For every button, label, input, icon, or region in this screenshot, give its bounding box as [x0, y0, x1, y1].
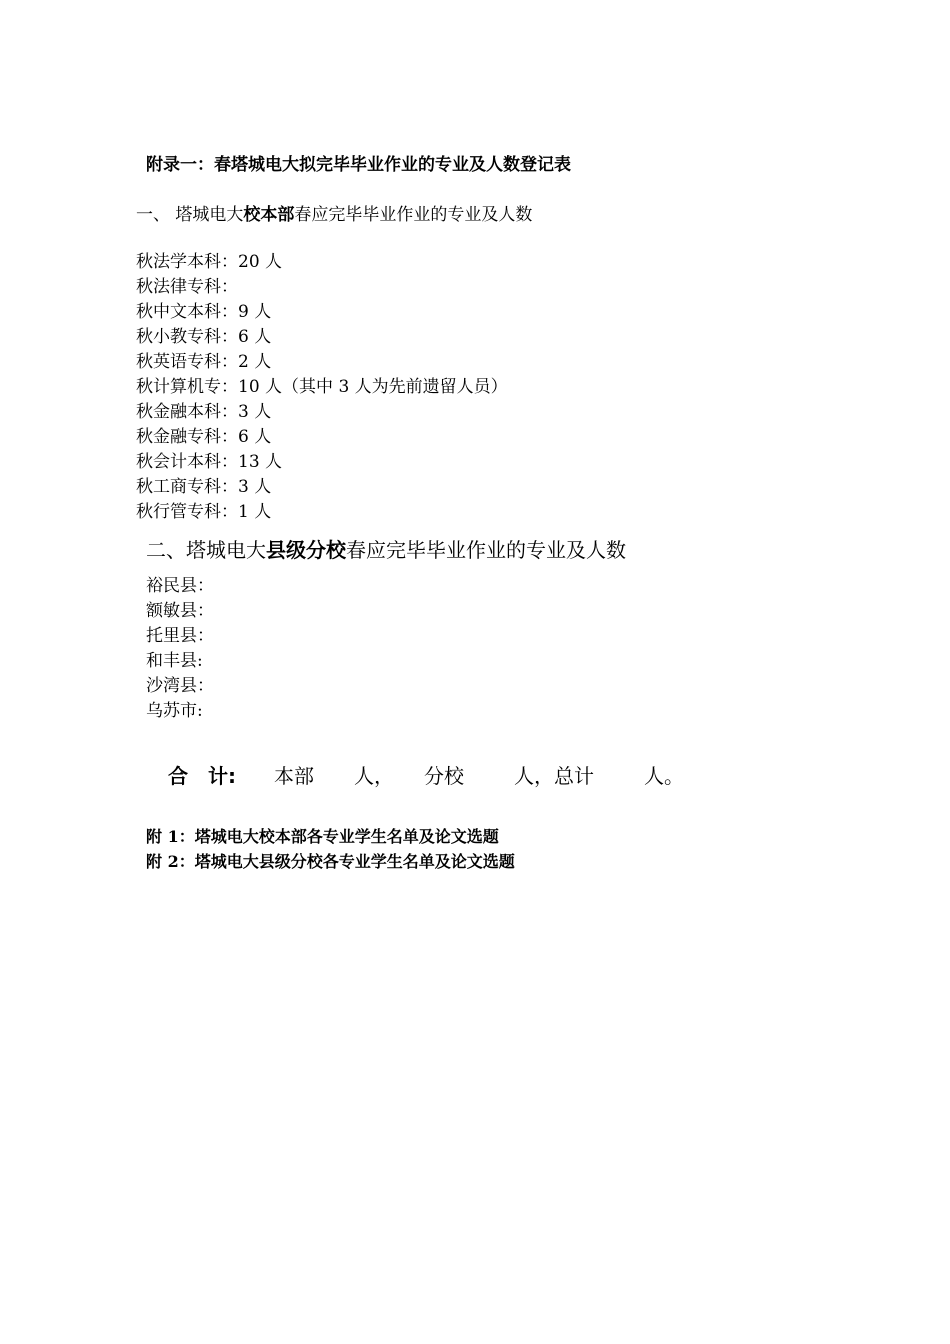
section2-heading-suffix: 春应完毕毕业作业的专业及人数	[346, 538, 626, 562]
total-part2: 分校	[424, 764, 464, 788]
section1-heading-bold: 校本部	[243, 205, 295, 225]
appendix-item: 附 1：塔城电大校本部各专业学生名单及论文选题	[146, 827, 499, 846]
section1-list	[136, 250, 508, 525]
appendix-item: 附 2：塔城电大县级分校各专业学生名单及论文选题	[146, 852, 515, 871]
list-item: 秋会计本科：13 人	[136, 452, 283, 472]
list-item: 额敏县：	[146, 601, 214, 621]
list-item: 秋计算机专：10 人（其中 3 人为先前遗留人员）	[136, 377, 508, 397]
section1-heading	[136, 200, 532, 225]
total-part1: 本部	[274, 764, 314, 788]
list-item: 秋法学本科：20 人	[136, 252, 283, 272]
list-item: 秋金融专科：6 人	[136, 427, 272, 447]
section1-heading-suffix: 春应完毕毕业作业的专业及人数	[294, 205, 533, 225]
total-unit3: 人。	[644, 764, 684, 788]
list-item: 和丰县:	[146, 651, 203, 671]
list-item: 裕民县：	[146, 576, 214, 596]
appendix-list	[146, 824, 515, 874]
list-item: 秋英语专科：2 人	[136, 352, 272, 372]
section2-heading	[146, 534, 626, 563]
section2-heading-prefix: 二、塔城电大	[146, 538, 266, 562]
list-item: 秋行管专科：1 人	[136, 502, 272, 522]
total-unit1: 人，	[354, 764, 394, 788]
total-unit2: 人，总计	[514, 764, 594, 788]
list-item: 秋中文本科：9 人	[136, 302, 272, 322]
list-item: 秋工商专科：3 人	[136, 477, 272, 497]
list-item: 秋法律专科：	[136, 277, 238, 297]
list-item: 托里县：	[146, 626, 214, 646]
list-item: 乌苏市:	[146, 701, 203, 721]
total-line	[168, 760, 684, 789]
section1-heading-prefix: 一、 塔城电大	[136, 205, 244, 225]
section2-list	[146, 574, 214, 724]
list-item: 秋金融本科：3 人	[136, 402, 272, 422]
list-item: 秋小教专科：6 人	[136, 327, 272, 347]
section2-heading-bold: 县级分校	[266, 538, 346, 562]
total-label: 合 计:	[168, 764, 236, 788]
list-item: 沙湾县：	[146, 676, 214, 696]
document-title: 附录一：春塔城电大拟完毕毕业作业的专业及人数登记表	[146, 155, 571, 175]
